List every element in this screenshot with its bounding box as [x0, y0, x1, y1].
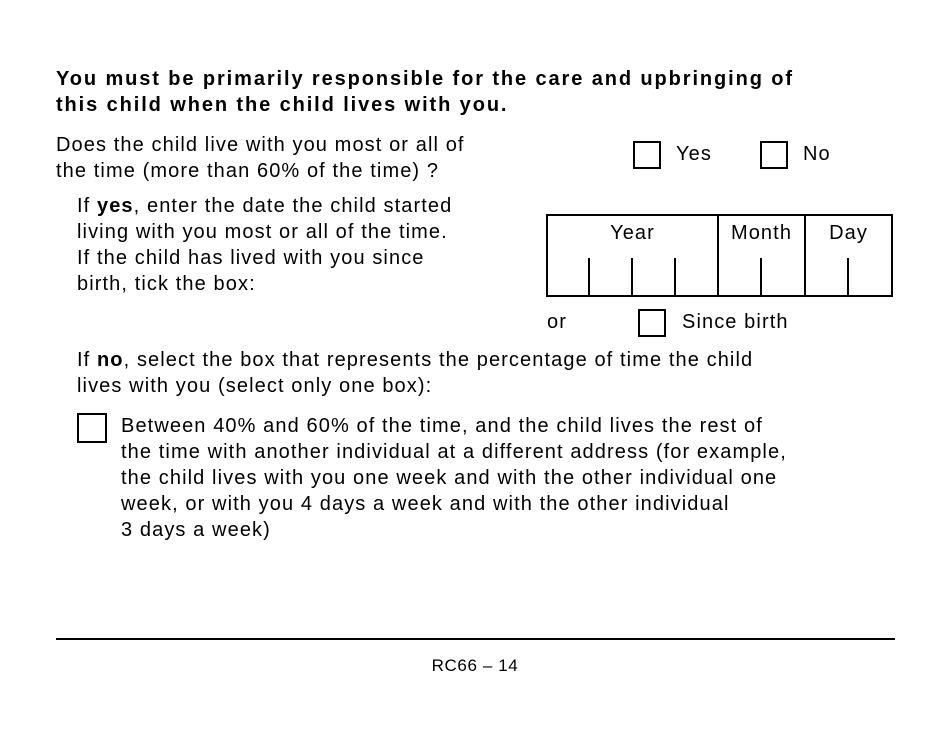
year-header: Year: [610, 222, 655, 244]
page-number: RC66 – 14: [431, 656, 519, 675]
yes-checkbox[interactable]: [633, 141, 661, 169]
since-birth-checkbox[interactable]: [638, 309, 666, 337]
yes-label: Yes: [676, 143, 712, 165]
date-table-baseline: [546, 295, 893, 297]
option-line-2: the time with another individual at a different address (for example,: [121, 441, 787, 463]
if-yes-instructions: [77, 193, 452, 297]
question-text: [56, 132, 465, 184]
or-label: or: [547, 311, 567, 333]
option-line-4: week, or with you 4 days a week and with the other individual: [121, 493, 730, 515]
month-input[interactable]: [719, 258, 804, 295]
option-line-1: Between 40% and 60% of the time, and the child lives the rest of: [121, 415, 763, 437]
if-yes-line-4: birth, tick the box:: [77, 273, 256, 295]
no-label: No: [803, 143, 831, 165]
day-header: Day: [829, 222, 868, 244]
if-yes-bold: yes: [96, 195, 134, 217]
date-entry-table: [546, 214, 893, 297]
no-checkbox[interactable]: [760, 141, 788, 169]
if-no-line-1-rest: , select the box that represents the percentage of time the child: [123, 349, 754, 371]
section-heading: [56, 66, 794, 118]
heading-line-2: this child when the child lives with you.: [56, 94, 509, 116]
if-no-line-1: [77, 347, 753, 373]
if-no-bold: no: [96, 349, 124, 371]
day-input[interactable]: [806, 258, 891, 295]
option-line-3: the child lives with you one week and with the other individual one: [121, 467, 778, 489]
option-line-5: 3 days a week): [121, 519, 271, 541]
heading-line-1: You must be primarily responsible for the care and upbringing of: [56, 68, 794, 90]
if-no-instructions: [77, 347, 753, 399]
if-yes-prefix: If: [77, 195, 97, 217]
if-no-line-2: lives with you (select only one box):: [77, 375, 433, 397]
if-no-prefix: If: [77, 349, 97, 371]
footer-rule: [56, 638, 895, 640]
if-yes-line-2: living with you most or all of the time.: [77, 221, 448, 243]
if-yes-line-1: [77, 193, 452, 219]
if-yes-line-1-rest: , enter the date the child started: [133, 195, 453, 217]
if-yes-line-3: If the child has lived with you since: [77, 247, 425, 269]
question-line-2: the time (more than 60% of the time) ?: [56, 160, 440, 182]
since-birth-label: Since birth: [682, 311, 789, 333]
year-input[interactable]: [548, 258, 717, 295]
option-40-60-text: [121, 413, 787, 543]
month-header: Month: [730, 222, 793, 244]
question-line-1: Does the child live with you most or all of: [56, 134, 465, 156]
option-40-60-checkbox[interactable]: [77, 413, 107, 443]
